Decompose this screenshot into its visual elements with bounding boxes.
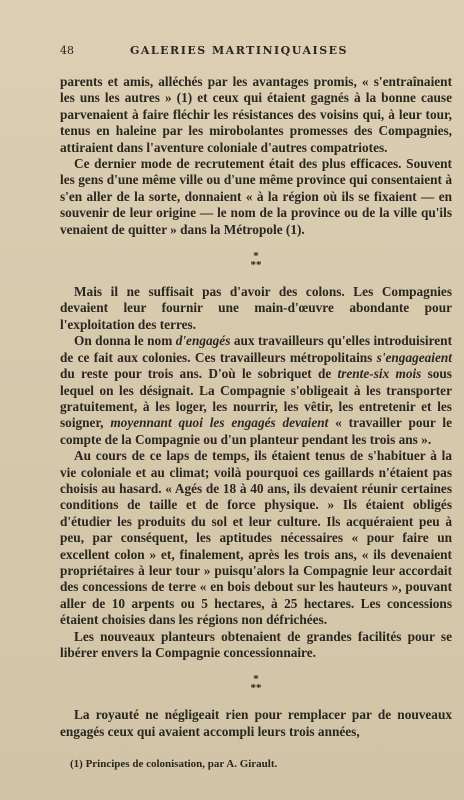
asterism-bottom: ** — [250, 259, 262, 272]
footnote: (1) Principes de colonisation, par A. Girault. — [70, 758, 278, 771]
p4-italic-engages: d'engagés — [175, 333, 231, 349]
paragraph-6: Les nouveaux planteurs obtenaient de grandes facilités pour se libérer envers la Compagnie concessionnaire. — [60, 628, 452, 660]
section-break-asterism-2 — [60, 675, 452, 693]
section-break-asterism-1 — [60, 252, 452, 270]
p4-text-i: « travailler pour le compte de la Compagnie ou d'un planteur pendant les trois ans ». — [60, 415, 452, 447]
p4-text-g: sous lequel on les désignait. La Compagnie s'obligeait à les transporter gratuitement, à les loger, les nourrir, les vêtir, les entretenir et les soigner, — [60, 366, 452, 431]
running-title: GALERIES MARTINIQUAISES — [130, 44, 348, 57]
paragraph-1: parents et amis, alléchés par les avantages promis, « s'entraînaient les uns les autres » (1) et ceux qui étaient gagnés à la bonne cause parvenaient à faire fléchir les résistances des voisins qui, à leur tour, tenus en haleine par les mirobolantes promesses des Compagnies, attiraient dans l'aventure coloniale d'autres compatriotes. — [60, 74, 452, 155]
p4-italic-moyennant: moyennant quoi les engagés devaient — [110, 415, 329, 431]
page-header — [60, 44, 450, 57]
asterism-top: * — [253, 673, 259, 686]
p4-text-c: aux travailleurs qu'elles introduisirent de ce fait aux colonies. Ces travailleurs métropolitains — [60, 333, 453, 365]
asterism-bottom: ** — [250, 682, 262, 695]
p4-italic-sengageaient: s'engageaient — [376, 349, 452, 365]
p4-text-e: du reste pour trois ans. D'où le sobriquet de — [60, 366, 338, 382]
page-number: 48 — [60, 44, 74, 57]
paragraph-5: Au cours de ce laps de temps, ils étaient tenus de s'habituer à la vie coloniale et au climat; voilà pourquoi ces gaillards n'étaient pas choisis au hasard. « Agés de 18 à 40 ans, ils devaient réunir certaines conditions de taille et de force physique. » Ils étaient obligés d'étudier les produits du sol et leur culture. Ils acquéraient peu à peu, par conséquent, les aptitudes nécessaires « pour faire un excellent colon » et, finalement, après les trois ans, « ils devenaient propriétaires à leur tour » puisqu'alors la Compagnie leur accordait des concessions de terre « en bois debout sur les hauteurs », pouvant aller de 10 arpents ou 5 hectares, à 25 hectares. Les concessions étaient choisies dans les régions non défrichées. — [60, 448, 452, 628]
p4-italic-trente-six-mois: trente-six mois — [337, 366, 422, 382]
paragraph-2: Ce dernier mode de recrutement était des plus efficaces. Souvent les gens d'une même ville ou d'une même province qui consentaient à s'en aller de la sorte, donnaient « à la région où ils se fixaient — en souvenir de leur origine — le nom de la province ou de la ville qu'ils venaient de quitter » dans la Métropole (1). — [60, 156, 452, 237]
paragraph-7: La royauté ne négligeait rien pour remplacer par de nouveaux engagés ceux qui avaient accompli leurs trois années, — [60, 707, 452, 739]
paragraph-4 — [60, 333, 452, 448]
body-text — [60, 74, 452, 740]
paragraph-3: Mais il ne suffisait pas d'avoir des colons. Les Compagnies devaient leur fournir une main-d'œuvre abondante pour l'exploitation des terres. — [60, 284, 452, 332]
p4-text-a: On donna le nom — [74, 333, 176, 349]
asterism-top: * — [253, 250, 259, 263]
